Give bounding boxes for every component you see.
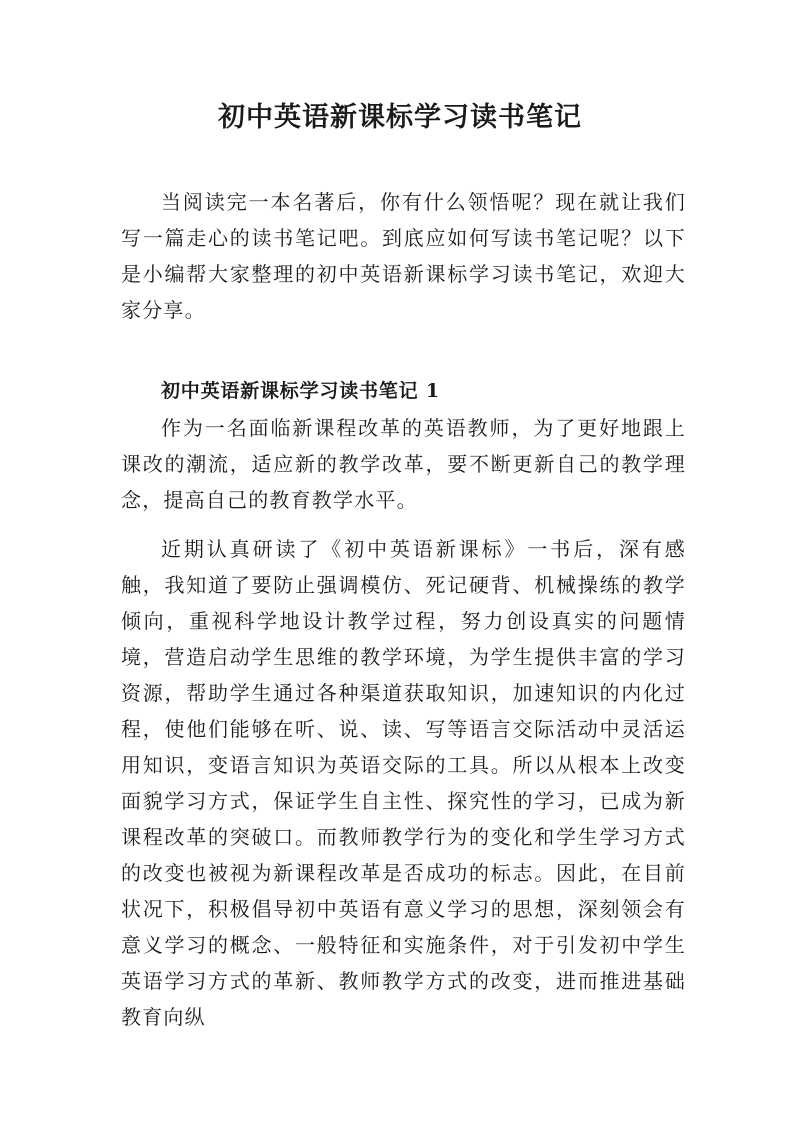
document-title: 初中英语新课标学习读书笔记 xyxy=(218,102,582,133)
intro-paragraph: 当阅读完一本名著后，你有什么领悟呢？现在就让我们写一篇走心的读书笔记吧。到底应如何写读书笔记呢？以下是小编帮大家整理的初中英语新课标学习读书笔记，欢迎大家分享。 xyxy=(121,190,686,322)
body-paragraph-1: 作为一名面临新课程改革的英语教师，为了更好地跟上课改的潮流，适应新的教学改革，要不断更新自己的教学理念，提高自己的教育教学水平。 xyxy=(121,416,686,512)
body-paragraph-2: 近期认真研读了《初中英语新课标》一书后，深有感触，我知道了要防止强调模仿、死记硬背、机械操练的教学倾向，重视科学地设计教学过程，努力创设真实的问题情境，营造启动学生思维的教学环境，为学生提供丰富的学习资源，帮助学生通过各种渠道获取知识，加速知识的内化过程，使他们能够在听、说、读、写等语言交际活动中灵活运用知识，变语言知识为英语交际的工具。所以从根本上改变面貌学习方式，保证学生自主性、探究性的学习，已成为新课程改革的突破口。而教师教学行为的变化和学生学习方式的改变也被视为新课程改革是否成功的标志。因此，在目前状况下，积极倡导初中英语有意义学习的思想，深刻领会有意义学习的概念、一般特征和实施条件，对于引发初中学生英语学习方式的革新、教师教学方式的改变，进而推进基础教育向纵 xyxy=(121,537,686,1029)
section-heading: 初中英语新课标学习读书笔记 1 xyxy=(161,380,440,402)
